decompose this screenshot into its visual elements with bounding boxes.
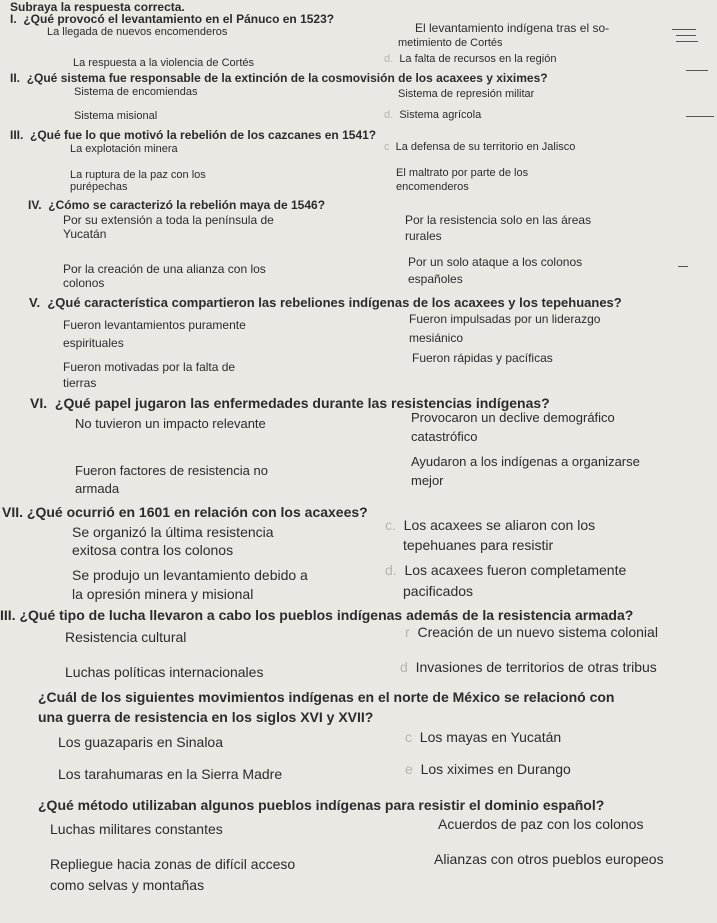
option-7b-cont[interactable]: tepehuanes para resistir [403, 537, 554, 553]
option-text: La falta de recursos en la región [399, 53, 557, 65]
option-2c[interactable]: Sistema misional [74, 110, 158, 122]
option-2d[interactable] [384, 109, 481, 121]
option-4d[interactable]: Por un solo ataque a los colonos [408, 255, 583, 269]
question-number: III. [0, 607, 16, 623]
question-8 [0, 608, 633, 623]
option-letter: c [405, 729, 412, 745]
question-number: V. [29, 295, 41, 310]
option-6a[interactable]: No tuvieron un impacto relevante [75, 416, 266, 431]
question-text: ¿Qué característica compartieron las rebeliones indígenas de los acaxees y los tepehuanes? [47, 295, 622, 310]
margin-mark [676, 35, 696, 36]
option-5b[interactable]: Fueron impulsadas por un liderazgo [409, 312, 601, 326]
option-letter: d [400, 659, 408, 675]
option-3c[interactable]: La ruptura de la paz con los [70, 169, 206, 181]
margin-mark [686, 116, 714, 117]
option-10d[interactable]: Alianzas con otros pueblos europeos [434, 851, 664, 867]
option-9d[interactable] [405, 762, 571, 777]
option-4b-cont[interactable]: rurales [405, 229, 442, 243]
question-number: III. [10, 128, 24, 142]
option-7d-cont[interactable]: pacificados [403, 583, 474, 599]
option-letter: d. [384, 53, 394, 65]
question-9-cont: una guerra de resistencia en los siglos XVI y XVII? [38, 709, 374, 725]
question-9: ¿Cuál de los siguientes movimientos indígenas en el norte de México se relacionó con [38, 689, 615, 705]
question-number: VI. [30, 395, 48, 411]
option-1b-cont[interactable]: metimiento de Cortés [398, 37, 503, 49]
option-5d[interactable]: Fueron rápidas y pacíficas [412, 351, 553, 365]
option-6c[interactable]: Fueron factores de resistencia no [75, 463, 268, 478]
option-letter: d. [384, 109, 394, 121]
option-letter: r [405, 624, 410, 640]
question-number: IV. [28, 198, 42, 212]
instruction: Subraya la respuesta correcta. [10, 0, 185, 14]
option-9a[interactable]: Los guazaparis en Sinaloa [58, 734, 224, 750]
option-10b[interactable]: Acuerdos de paz con los colonos [438, 816, 644, 832]
option-text: Los acaxees se aliaron con los [403, 517, 596, 533]
option-7d[interactable] [385, 563, 626, 578]
question-number: II. [10, 71, 21, 85]
margin-mark [686, 70, 708, 71]
question-number: VII. [2, 504, 24, 520]
option-5b-cont[interactable]: mesiánico [409, 331, 464, 345]
option-4d-cont[interactable]: españoles [408, 272, 463, 286]
question-4 [28, 199, 325, 212]
option-8c[interactable]: Luchas políticas internacionales [65, 664, 264, 680]
option-text: Los mayas en Yucatán [419, 729, 562, 745]
option-7a-cont[interactable]: exitosa contra los colonos [72, 542, 234, 558]
option-text: Sistema agrícola [399, 109, 482, 121]
option-letter: d. [385, 562, 397, 578]
question-2 [10, 72, 548, 85]
option-7a[interactable]: Se organizó la última resistencia [72, 524, 274, 540]
option-8b[interactable] [405, 625, 658, 640]
option-6c-cont[interactable]: armada [75, 481, 120, 496]
option-10c[interactable]: Repliegue hacia zonas de difícil acceso [50, 856, 296, 872]
option-7b[interactable] [385, 518, 595, 533]
option-8a[interactable]: Resistencia cultural [65, 629, 187, 645]
question-1 [10, 13, 334, 26]
option-text: Los xiximes en Durango [420, 761, 571, 777]
option-1c[interactable]: La respuesta a la violencia de Cortés [73, 57, 254, 69]
option-10c-cont[interactable]: como selvas y montañas [50, 877, 205, 893]
option-text: La defensa de su territorio en Jalisco [395, 141, 576, 153]
option-9c[interactable]: Los tarahumaras en la Sierra Madre [58, 766, 283, 782]
option-7c[interactable]: Se produjo un levantamiento debido a [72, 567, 308, 583]
option-text: Creación de un nuevo sistema colonial [417, 624, 658, 640]
option-text: Invasiones de territorios de otras tribus [415, 659, 657, 675]
option-3a[interactable]: La explotación minera [70, 143, 178, 155]
question-text: ¿Qué ocurrió en 1601 en relación con los acaxees? [26, 504, 368, 520]
option-4c-cont[interactable]: colonos [63, 276, 105, 290]
option-1b[interactable]: El levantamiento indígena tras el so- [415, 21, 610, 35]
margin-mark [676, 41, 698, 42]
option-3d[interactable]: El maltrato por parte de los [396, 167, 529, 179]
question-text: ¿Qué fue lo que motivó la rebelión de los cazcanes en 1541? [30, 128, 377, 142]
option-letter: c [384, 141, 390, 153]
option-6d-cont[interactable]: mejor [411, 473, 444, 488]
option-3d-cont[interactable]: encomenderos [396, 181, 469, 193]
option-5c[interactable]: Fueron motivadas por la falta de [63, 360, 236, 374]
question-number: I. [10, 12, 17, 26]
option-4a[interactable]: Por su extensión a toda la península de [63, 213, 274, 227]
question-text: ¿Qué tipo de lucha llevaron a cabo los pueblos indígenas además de la resistencia armada? [19, 607, 634, 623]
option-5a-cont[interactable]: espirituales [63, 336, 124, 350]
option-6d[interactable]: Ayudaron a los indígenas a organizarse [411, 454, 640, 469]
margin-mark [672, 29, 696, 30]
option-6b-cont[interactable]: catastrófico [411, 429, 478, 444]
question-10: ¿Qué método utilizaban algunos pueblos indígenas para resistir el dominio español? [38, 797, 605, 813]
question-text: ¿Qué papel jugaron las enfermedades durante las resistencias indígenas? [54, 395, 550, 411]
option-4c[interactable]: Por la creación de una alianza con los [63, 262, 266, 276]
option-8d[interactable] [400, 660, 657, 675]
option-2a[interactable]: Sistema de encomiendas [74, 86, 198, 98]
question-text: ¿Cómo se caracterizó la rebelión maya de 1546? [48, 198, 326, 212]
option-5a[interactable]: Fueron levantamientos puramente [63, 318, 246, 332]
option-letter: c. [385, 517, 396, 533]
option-1a[interactable]: La llegada de nuevos encomenderos [47, 26, 228, 38]
option-2b[interactable]: Sistema de represión militar [398, 88, 535, 100]
option-3b[interactable] [384, 141, 575, 153]
question-5 [29, 296, 622, 310]
option-letter: e [405, 761, 413, 777]
option-4a-cont[interactable]: Yucatán [63, 227, 107, 241]
option-6b[interactable]: Provocaron un declive demográfico [411, 410, 615, 425]
option-5c-cont[interactable]: tierras [63, 376, 97, 390]
option-4b[interactable]: Por la resistencia solo en las áreas [405, 213, 592, 227]
question-text: ¿Qué sistema fue responsable de la extinción de la cosmovisión de los acaxees y xiximes? [26, 71, 548, 85]
option-1d[interactable] [384, 53, 556, 65]
margin-mark [678, 266, 688, 267]
question-3 [10, 129, 376, 142]
option-7c-cont[interactable]: la opresión minera y misional [72, 586, 254, 602]
option-10a[interactable]: Luchas militares constantes [50, 821, 223, 837]
option-text: Los acaxees fueron completamente [404, 562, 627, 578]
option-9b[interactable] [405, 730, 561, 745]
option-3c-cont[interactable]: purépechas [70, 181, 128, 193]
question-7 [2, 505, 368, 520]
question-text: ¿Qué provocó el levantamiento en el Pánuco en 1523? [23, 12, 335, 26]
